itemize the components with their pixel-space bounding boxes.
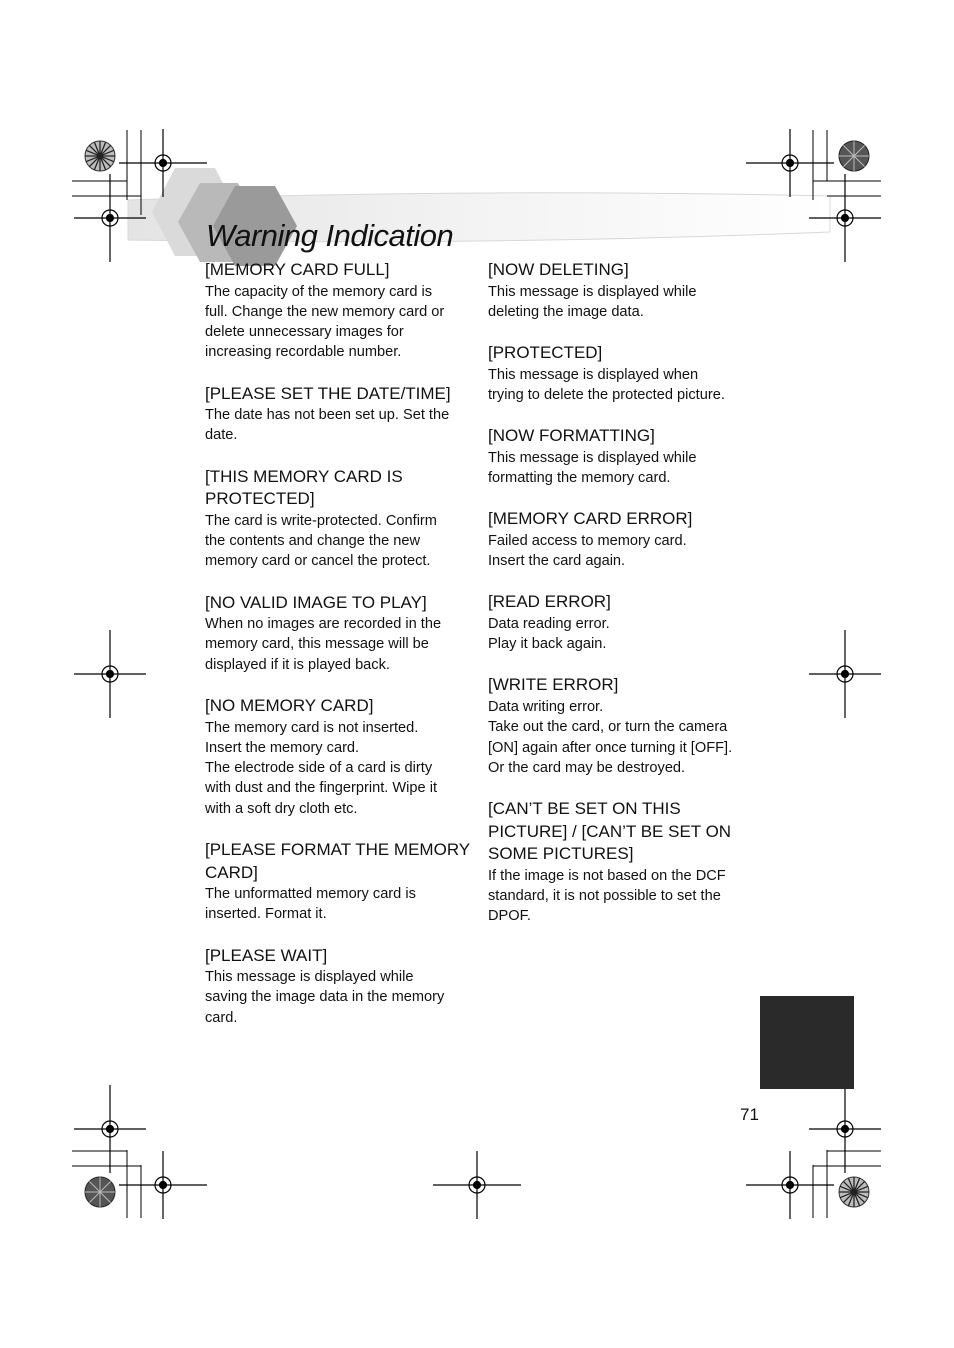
description-line: This message is displayed while: [488, 449, 697, 466]
description-line: This message is displayed while: [488, 283, 697, 300]
starburst-mark-icon: [85, 141, 115, 171]
warning-description: [205, 967, 470, 1028]
warning-heading: [MEMORY CARD FULL]: [205, 260, 390, 279]
warning-entry: [205, 695, 470, 819]
description-line: delete unnecessary images for: [205, 324, 404, 341]
description-line: with dust and the fingerprint. Wipe it: [205, 780, 437, 797]
registration-target-icon: [746, 1151, 834, 1219]
description-line: When no images are recorded in the: [205, 616, 442, 633]
warning-heading: [PLEASE WAIT]: [205, 945, 328, 965]
description-line: Play it back again.: [488, 636, 607, 653]
right-column: [488, 259, 753, 947]
page-number: 71: [740, 1105, 759, 1124]
registration-target-icon: [119, 1151, 207, 1219]
warning-entry: [205, 945, 470, 1028]
registration-target-icon: [809, 1085, 881, 1173]
description-line: Insert the memory card.: [205, 739, 360, 756]
warning-entry: [205, 839, 470, 925]
registration-target-icon: [119, 129, 207, 197]
warning-description: [488, 614, 753, 655]
registration-target-icon: [74, 630, 146, 718]
warning-description: [205, 282, 470, 363]
page-title: Warning Indication: [206, 218, 454, 253]
description-line: Take out the card, or turn the camera: [488, 719, 728, 736]
description-line: The date has not been set up. Set the: [205, 407, 450, 424]
warning-heading: [PROTECTED]: [488, 343, 603, 363]
description-line: memory card or cancel the protect.: [205, 553, 431, 570]
warning-entry: [205, 383, 470, 446]
description-line: DPOF.: [488, 908, 531, 925]
description-line: deleting the image data.: [488, 303, 644, 320]
description-line: The card is write-protected. Confirm: [205, 512, 437, 529]
description-line: date.: [205, 427, 238, 444]
registration-target-icon: [74, 1085, 146, 1173]
description-line: The unformatted memory card is: [205, 886, 416, 903]
starburst-mark-icon: [839, 141, 869, 171]
warning-heading: [MEMORY CARD ERROR]: [488, 509, 693, 529]
left-column: [205, 259, 470, 1048]
description-line: The memory card is not inserted.: [205, 719, 419, 736]
warning-entry: [205, 592, 470, 675]
warning-description: [488, 448, 753, 489]
warning-heading: [CAN’T BE SET ON THIS PICTURE] / [CAN’T BE SET ON SOME PICTURES]: [488, 799, 732, 864]
description-line: saving the image data in the memory: [205, 989, 445, 1006]
description-line: The capacity of the memory card is: [205, 283, 433, 300]
warning-description: [205, 405, 470, 446]
warning-description: [488, 697, 753, 778]
description-line: [ON] again after once turning it [OFF].: [488, 739, 733, 756]
description-line: The electrode side of a card is dirty: [205, 760, 433, 777]
description-line: Or the card may be destroyed.: [488, 759, 686, 776]
description-line: Insert the card again.: [488, 553, 626, 570]
registration-target-icon: [74, 174, 146, 262]
warning-entry: [488, 798, 753, 926]
warning-description: [488, 866, 753, 927]
description-line: card.: [205, 1009, 238, 1026]
warning-heading: [READ ERROR]: [488, 592, 611, 612]
starburst-mark-icon: [839, 1177, 869, 1207]
description-line: If the image is not based on the DCF: [488, 867, 726, 884]
warning-entry: [205, 259, 470, 363]
description-line: formatting the memory card.: [488, 469, 671, 486]
description-line: standard, it is not possible to set the: [488, 887, 721, 904]
starburst-mark-icon: [85, 1177, 115, 1207]
description-line: the contents and change the new: [205, 533, 421, 550]
registration-target-icon: [433, 1151, 521, 1219]
warning-entry: [205, 466, 470, 572]
warning-description: [488, 531, 753, 572]
warning-entry: [488, 508, 753, 571]
description-line: trying to delete the protected picture.: [488, 386, 725, 403]
registration-target-icon: [746, 129, 834, 197]
warning-description: [205, 718, 470, 819]
warning-description: [488, 365, 753, 406]
description-line: memory card, this message will be: [205, 636, 429, 653]
description-line: This message is displayed when: [488, 366, 699, 383]
warning-heading: [PLEASE SET THE DATE/TIME]: [205, 383, 451, 403]
warning-description: [488, 282, 753, 323]
warning-heading: [WRITE ERROR]: [488, 675, 619, 695]
warning-heading: [NOW DELETING]: [488, 260, 629, 279]
warning-heading: [THIS MEMORY CARD IS PROTECTED]: [205, 466, 403, 509]
description-line: This message is displayed while: [205, 969, 414, 986]
warning-description: [205, 511, 470, 572]
warning-entry: [488, 425, 753, 488]
description-line: Data reading error.: [488, 615, 610, 632]
warning-heading: [PLEASE FORMAT THE MEMORY CARD]: [205, 840, 470, 882]
description-line: inserted. Format it.: [205, 906, 327, 923]
description-line: full. Change the new memory card or: [205, 303, 445, 320]
warning-description: [205, 884, 470, 925]
description-line: Data writing error.: [488, 698, 604, 715]
warning-entry: [488, 342, 753, 405]
warning-heading: [NOW FORMATTING]: [488, 426, 655, 446]
registration-target-icon: [809, 630, 881, 718]
warning-heading: [NO VALID IMAGE TO PLAY]: [205, 592, 427, 612]
description-line: displayed if it is played back.: [205, 656, 390, 673]
warning-entry: [488, 259, 753, 322]
registration-target-icon: [809, 174, 881, 262]
description-line: with a soft dry cloth etc.: [205, 800, 358, 817]
description-line: increasing recordable number.: [205, 344, 402, 361]
warning-heading: [NO MEMORY CARD]: [205, 696, 374, 716]
warning-description: [205, 614, 470, 675]
warning-entry: [488, 591, 753, 654]
warning-entry: [488, 674, 753, 778]
description-line: Failed access to memory card.: [488, 532, 687, 549]
section-tab: [760, 996, 854, 1089]
